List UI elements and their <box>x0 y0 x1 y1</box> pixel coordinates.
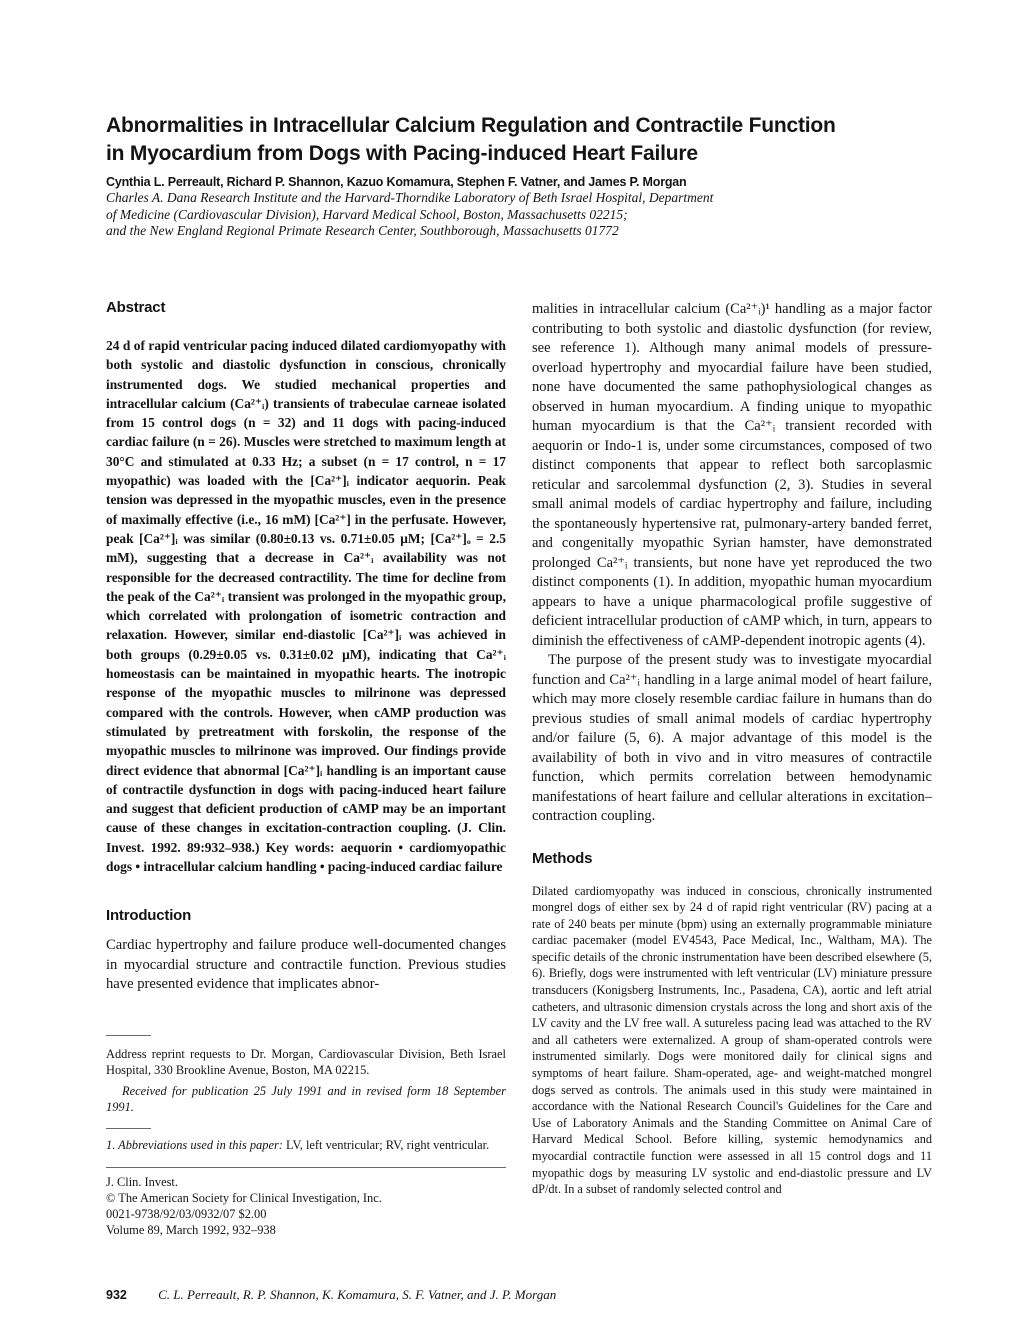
reprint-address: Address reprint requests to Dr. Morgan, Cardiovascular Division, Beth Israel Hospital, 330 Brookline Avenue, Boston, MA 02215. <box>106 1046 506 1078</box>
left-column <box>106 298 506 1238</box>
abbreviations-footnote <box>106 1137 506 1154</box>
methods-text: Dilated cardiomyopathy was induced in conscious, chronically instrumented mongrel dogs of either sex by 24 d of rapid right ventricular (RV) pacing at a rate of 240 beats per minute (bpm) using an externally programmable miniature cardiac pacemaker (model EV4543, Pace Medical, Inc., Waltham, MA). The specific details of the chronic instrumentation have been described elsewhere (5, 6). Briefly, dogs were instrumented with left ventricular (LV) miniature pressure transducers (Konigsberg Instruments, Inc., Pasadena, CA), aortic and left atrial catheters, and ultrasonic dimension crystals across the long and short axis of the LV cavity and the LV free wall. A sutureless pacing lead was attached to the RV and all catheters were externalized. A group of sham-operated controls were instrumented similarly. Dogs were monitored daily for clinical signs and symptoms of heart failure. Sham-operated, age- and weight-matched mongrel dogs served as controls. The animals used in this study were maintained in accordance with the National Research Council's Guidelines for the Care and Use of Laboratory Animals and the Standing Committee on Animal Care of Harvard Medical School. Before killing, systemic hemodynamics and myocardial contractile function were assessed in all 15 control dogs and 11 myopathic dogs by measuring LV systolic and end-diastolic pressure and LV dP/dt. In a subset of randomly selected control and <box>532 883 932 1197</box>
page-footer <box>106 1287 556 1303</box>
author-list: Cynthia L. Perreault, Richard P. Shannon, Kazuo Komamura, Stephen F. Vatner, and James P. Morgan <box>106 175 687 189</box>
methods-heading: Methods <box>532 849 593 867</box>
article-title <box>106 112 906 168</box>
copyright-notice: © The American Society for Clinical Investigation, Inc. <box>106 1191 382 1206</box>
affiliation-line-1: Charles A. Dana Research Institute and the Harvard-Thorndike Laboratory of Beth Israel Hospital, Department <box>106 190 714 205</box>
affiliation-line-2: of Medicine (Cardiovascular Division), Harvard Medical School, Boston, Massachusetts 02215; <box>106 206 628 222</box>
page-number: 932 <box>106 1288 127 1302</box>
introduction-text: Cardiac hypertrophy and failure produce well-documented changes in myocardial structure and contractile function. Previous studies have presented evidence that implicates abnor- <box>106 937 506 993</box>
study-purpose-paragraph: The purpose of the present study was to investigate myocardial function and Ca²⁺ᵢ handling in a large animal model of heart failure, which may more closely resemble cardiac failure in humans than do previous studies of small animal models of cardiac hypertrophy and/or failure (5, 6). A major advantage of this model is the availability of both in vivo and in vitro measures of contractile function, which permits correlation between hemodynamic manifestations of heart failure and cellular alterations in excitation–contraction coupling. <box>532 652 932 824</box>
title-line-1: Abnormalities in Intracellular Calcium Regulation and Contractile Function <box>106 114 836 137</box>
abstract-heading: Abstract <box>106 299 166 316</box>
affiliation-line-3: and the New England Regional Primate Research Center, Southborough, Massachusetts 01772 <box>106 223 619 238</box>
abbrev-divider <box>106 1128 151 1129</box>
introduction-heading: Introduction <box>106 907 192 925</box>
abbreviations-label: 1. Abbreviations used in this paper: <box>106 1137 283 1152</box>
volume-info: Volume 89, March 1992, 932–938 <box>106 1223 276 1238</box>
intro-continuation-paragraph: malities in intracellular calcium (Ca²⁺ᵢ)¹ handling as a major factor contributing to both systolic and diastolic dysfunction (for review, see reference 1). Although many animal models of pressure-overload hypertrophy and myocardial failure have been studied, none have documented the same pathophysiological changes as observed in human myocardium. A finding unique to myopathic human myocardium is that the Ca²⁺ᵢ transient recorded with aequorin or Indo-1 is, under some circumstances, composed of two distinct components that appear to reflect both sarcoplasmic reticular and sarcolemmal dysfunction (2, 3). Studies in several small animal models of cardiac hypertrophy and failure, including the spontaneously hypertensive rat, pulmonary-artery banded ferret, and congenitally myopathic Syrian hamster, have demonstrated prolonged Ca²⁺ᵢ transients, but none have yet reproduced the two distinct components (1). In addition, myopathic human myocardium appears to have a unique pharmacological profile suggestive of deficient intracellular production of cAMP which, in turn, appears to diminish the effectiveness of cAMP-dependent inotropic agents (4). <box>532 301 932 649</box>
right-column <box>532 300 932 1198</box>
journal-name: J. Clin. Invest. <box>106 1175 178 1190</box>
running-head: C. L. Perreault, R. P. Shannon, K. Komamura, S. F. Vatner, and J. P. Morgan <box>158 1287 557 1302</box>
publication-divider <box>106 1167 506 1168</box>
abstract-text: 24 d of rapid ventricular pacing induced dilated cardiomyopathy with both systolic and diastolic dysfunction in conscious, chronically instrumented dogs. We studied mechanical properties and intracellular calcium (Ca²⁺ᵢ) transients of trabeculae carneae isolated from 15 control dogs (n = 32) and 11 dogs with pacing-induced cardiac failure (n = 26). Muscles were stretched to maximum length at 30°C and stimulated at 0.33 Hz; a subset (n = 17 control, n = 17 myopathic) was loaded with the [Ca²⁺]ᵢ indicator aequorin. Peak tension was depressed in the myopathic muscles, even in the presence of maximally effective (i.e., 16 mM) [Ca²⁺] in the perfusate. However, peak [Ca²⁺]ᵢ was similar (0.80±0.13 vs. 0.71±0.05 μM; [Ca²⁺]ₒ = 2.5 mM), suggesting that a decrease in Ca²⁺ᵢ availability was not responsible for the decreased contractility. The time for decline from the peak of the Ca²⁺ᵢ transient was prolonged in the myopathic group, which correlated with prolongation of isometric contraction and relaxation. However, similar end-diastolic [Ca²⁺]ᵢ was achieved in both groups (0.29±0.05 vs. 0.31±0.02 μM), indicating that Ca²⁺ᵢ homeostasis can be maintained in myopathic hearts. The inotropic response of the myopathic muscles to milrinone was depressed compared with the controls. However, when cAMP production was stimulated by pretreatment with forskolin, the response of the myopathic muscles to milrinone was improved. Our findings provide direct evidence that abnormal [Ca²⁺]ᵢ handling is an important cause of contractile dysfunction in dogs with pacing-induced heart failure and suggest that deficient production of cAMP may be an important cause of these changes in excitation-contraction coupling. (J. Clin. Invest. 1992. 89:932–938.) Key words: aequorin • cardiomyopathic dogs • intracellular calcium handling • pacing-induced cardiac failure <box>106 338 506 875</box>
footnote-divider <box>106 1035 151 1036</box>
abbreviations-text: LV, left ventricular; RV, right ventricular. <box>286 1137 490 1152</box>
affiliations <box>106 190 906 240</box>
title-line-2: in Myocardium from Dogs with Pacing-induced Heart Failure <box>106 142 698 165</box>
received-date: Received for publication 25 July 1991 and in revised form 18 September 1991. <box>106 1083 506 1115</box>
journal-code: 0021-9738/92/03/0932/07 $2.00 <box>106 1207 267 1222</box>
publication-info <box>106 1174 506 1238</box>
